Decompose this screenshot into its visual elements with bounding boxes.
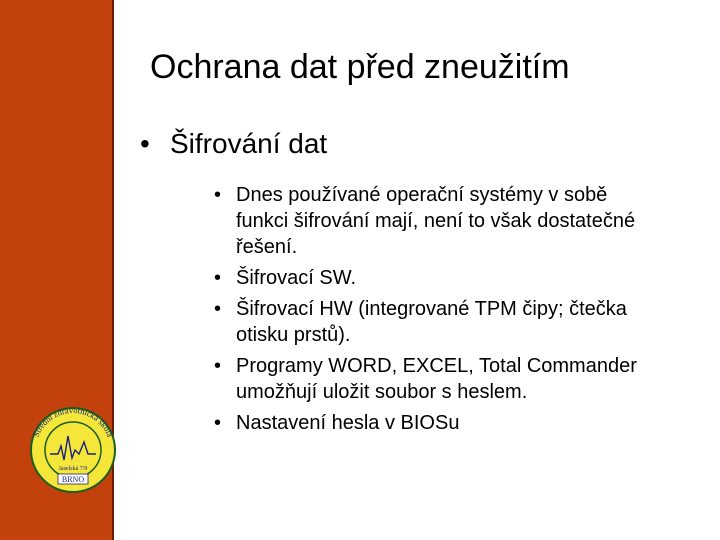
- logo-city: BRNO: [61, 475, 85, 484]
- bullet-icon: •: [214, 298, 222, 320]
- bullet-icon: •: [214, 184, 222, 206]
- bullet-icon: •: [214, 267, 222, 289]
- bullet-icon: •: [214, 412, 222, 434]
- sub-bullet-text: Šifrovací SW.: [236, 267, 357, 289]
- bullet-icon: •: [140, 128, 150, 159]
- sub-bullet-text: Dnes používané operační systémy v sobě funkci šifrování mají, není to však dostatečné řešení.: [236, 184, 636, 258]
- sub-bullet-text: Šifrovací HW (integrované TPM čipy; čtečka otisku prstů).: [236, 298, 627, 346]
- sub-bullet-text: Nastavení hesla v BIOSu: [236, 412, 460, 434]
- main-bullet-item: [140, 128, 700, 160]
- sub-bullet-item: [214, 265, 654, 291]
- sub-bullet-item: [214, 296, 654, 348]
- sub-bullet-item: [214, 410, 654, 436]
- bullet-icon: •: [214, 355, 222, 377]
- sub-bullet-item: [214, 182, 654, 260]
- logo-address: Jaselská 7/9: [58, 466, 88, 472]
- sub-bullet-list: [214, 182, 654, 436]
- sub-bullet-text: Programy WORD, EXCEL, Total Commander umožňují uložit soubor s heslem.: [236, 355, 637, 403]
- school-logo: [18, 402, 128, 494]
- logo-ring-text: Střední zdravotnická škola: [30, 404, 116, 439]
- sub-bullet-item: [214, 353, 654, 405]
- main-bullet-text: Šifrování dat: [170, 128, 328, 159]
- slide-title: Ochrana dat před zneužitím: [150, 48, 570, 86]
- slide-content: [140, 128, 700, 441]
